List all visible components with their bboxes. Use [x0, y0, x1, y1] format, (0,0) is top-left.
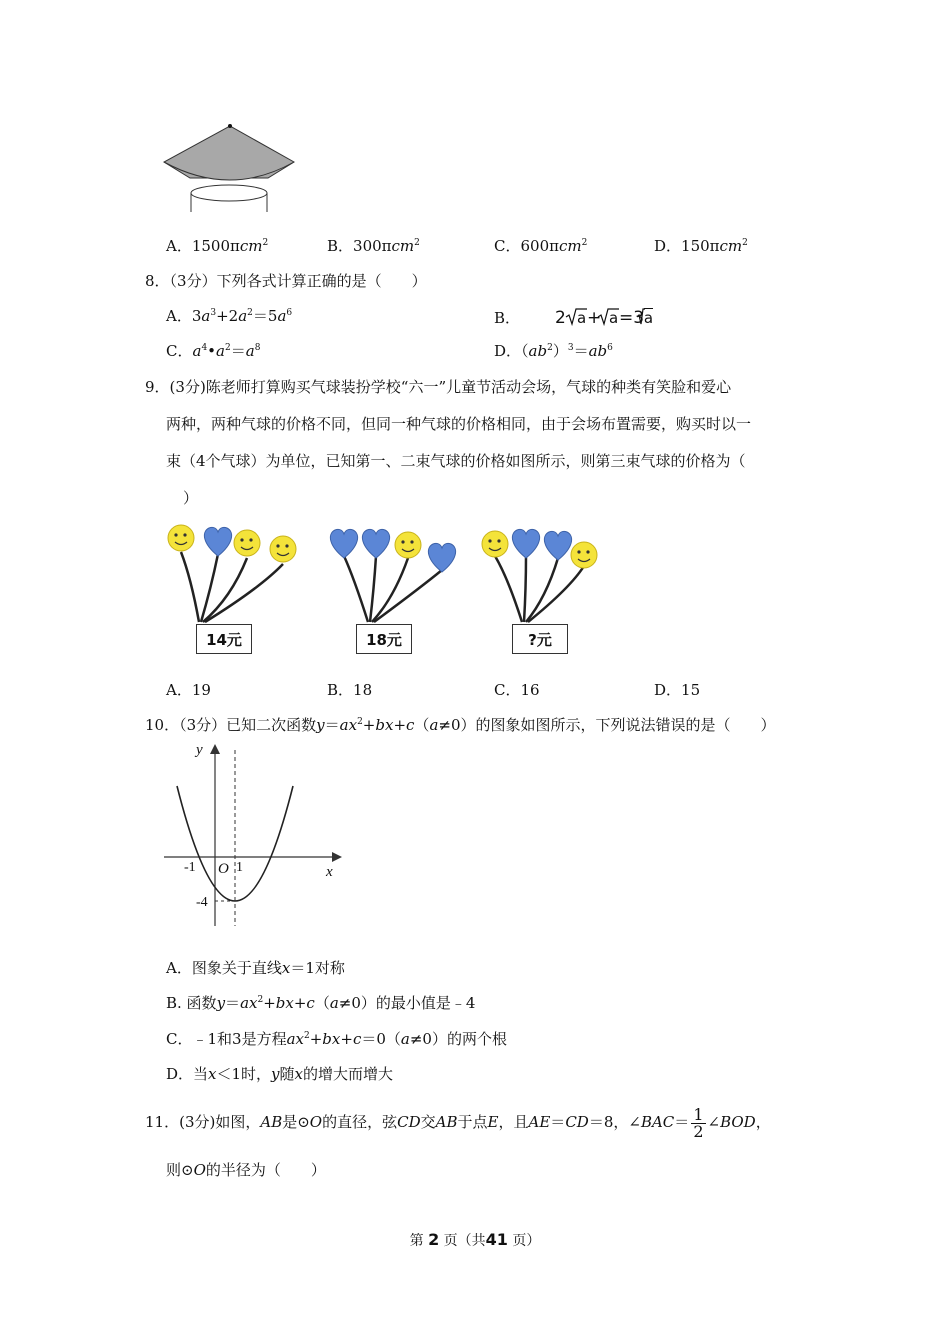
balloon-price-1: 14元: [196, 624, 252, 654]
graph-tick-neg1: -1: [184, 860, 196, 875]
balloon-price-2: 18元: [356, 624, 412, 654]
q10-option-a: A．图象关于直线x＝1对称: [166, 959, 345, 977]
q9-stem-line1: 9．(3分)陈老师打算购买气球装扮学校“六一”儿童节活动会场，气球的种类有笑脸和爱心: [145, 378, 732, 396]
balloon-bunch-3: [480, 518, 620, 630]
q7-option-d: D．150πcm$^2$: [654, 237, 748, 255]
q7-option-c: C．600πcm$^2$: [494, 237, 588, 255]
balloon-bunch-1: [165, 518, 305, 630]
q8-stem: 8．（3分）下列各式计算正确的是（ ）: [145, 272, 427, 290]
q8-option-b-radicals: [525, 306, 645, 328]
q10-option-c: C．﹣1和3是方程$ax^2+bx+c=0(a\ne 0)$的两个根: [166, 1030, 507, 1048]
q9-stem-line3: 束（4个气球）为单位，已知第一、二束气球的价格如图所示，则第三束气球的价格为（: [166, 452, 746, 470]
q9-stem-line4: ）: [183, 489, 199, 507]
graph-tick-1: 1: [236, 860, 243, 875]
q8-option-b: B． 2 a + a =3 a: [494, 308, 654, 328]
q8-option-d: D．$(ab^2)^3=ab^6$: [494, 342, 613, 360]
q8-option-c: C．$a^4•a^2=a^8$: [166, 342, 261, 360]
page-footer: 第 2 页（共41 页）: [409, 1230, 541, 1249]
svg-text:a: a: [608, 309, 619, 327]
balloon-price-3: ?元: [512, 624, 568, 654]
q7-option-a: A．1500πcm$^2$: [166, 237, 269, 255]
q7-option-b: B．300πcm$^2$: [327, 237, 420, 255]
q9-option-c: C．16: [494, 681, 540, 699]
q10-option-b: B. 函数$y=ax^2+bx+c(a\ne 0)$的最小值是﹣4: [166, 994, 476, 1012]
balloon-bunch-2: [324, 518, 464, 630]
q11-stem-line2: 则⊙O的半径为（ ）: [166, 1161, 326, 1179]
q9-option-a: A．19: [166, 681, 211, 699]
q11-stem-line1: 11．(3分)如图，AB是⊙O的直径，弦CD交AB于点E，且AE＝CD＝8，∠BAC＝ $\frac{1}{2}$ ∠BOD，: [145, 1104, 771, 1141]
graph-x-label: x: [326, 864, 333, 880]
hat-figure: [160, 120, 300, 216]
fraction-one-half: $\frac{1}{2}$: [693, 1104, 704, 1141]
svg-text:+: +: [586, 308, 602, 328]
q9-option-d: D．15: [654, 681, 701, 699]
q10-stem: 10．（3分）已知二次函数$y=ax^2+bx+c(a\ne 0)$的图象如图所示，下列说法错误的是（ ）: [145, 716, 776, 734]
svg-text:=3: =3: [618, 308, 644, 328]
parabola-graph: [160, 740, 350, 930]
graph-y-label: y: [196, 742, 203, 758]
svg-text:a: a: [576, 309, 587, 327]
svg-text:2: 2: [554, 308, 566, 328]
q8-option-a: A．$3a^3+2a^2=5a^6$: [166, 307, 293, 325]
q10-option-d: D．当x＜1时，y随x的增大而增大: [166, 1065, 394, 1083]
q9-stem-line2: 两种，两种气球的价格不同，但同一种气球的价格相同，由于会场布置需要，购买时以一: [166, 415, 752, 433]
graph-origin-label: O: [218, 861, 229, 877]
q9-option-b: B．18: [327, 681, 373, 699]
graph-tick-neg4: -4: [196, 895, 208, 910]
